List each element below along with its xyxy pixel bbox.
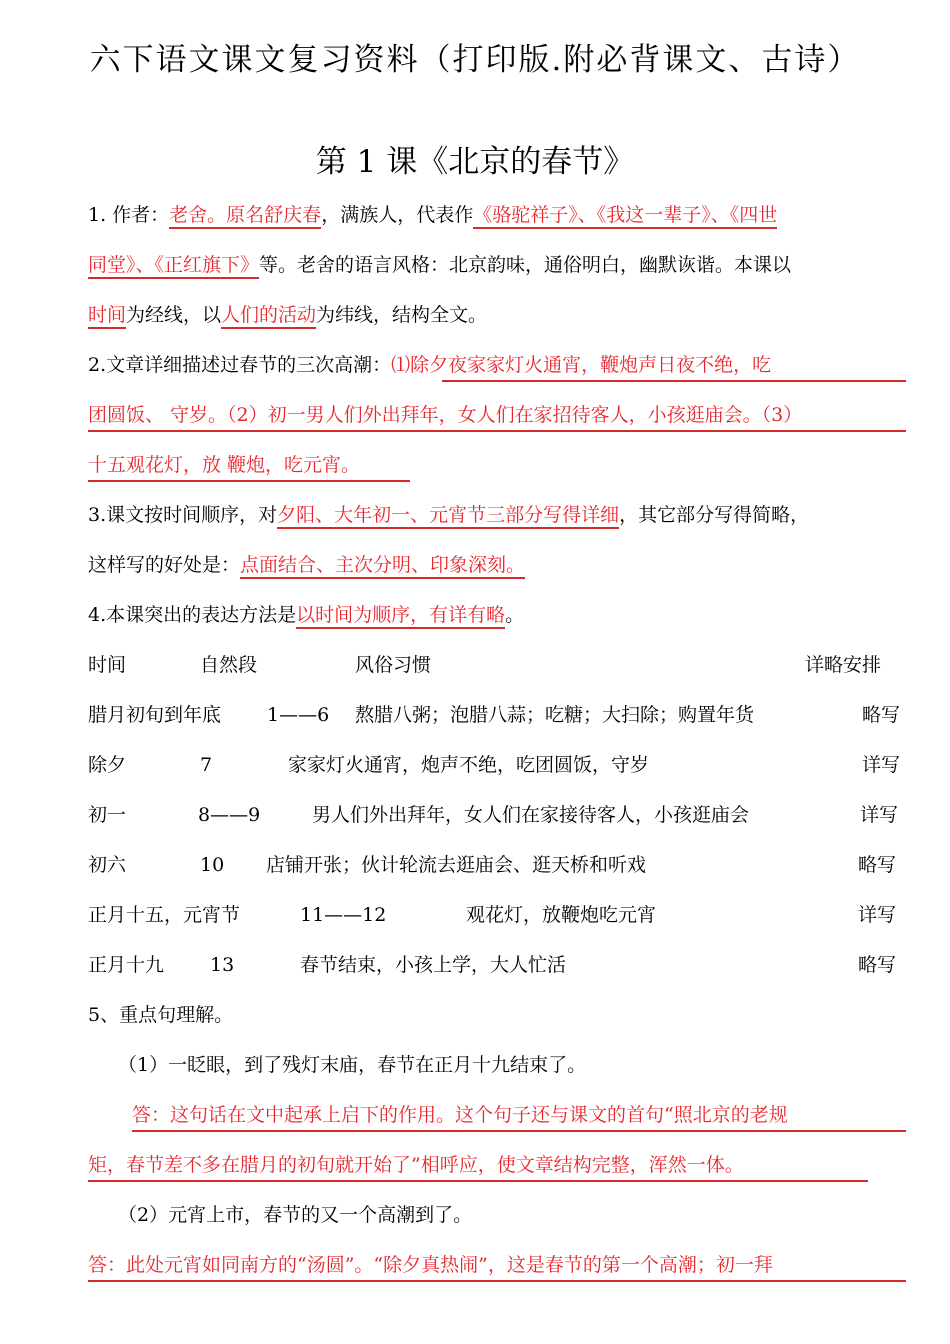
- table-header-time: 时间: [88, 654, 127, 676]
- table-row-6-custom: 春节结束，小孩上学，大人忙活: [300, 954, 567, 976]
- lesson-title: 第 1 课《北京的春节》: [315, 144, 635, 180]
- table-row-2-detail: 详写: [862, 754, 901, 776]
- table-row-4-detail: 略写: [858, 854, 897, 876]
- q1-tail: 等。老舍的语言风格：北京韵味，通俗明白，幽默诙谐。本课以: [259, 254, 792, 276]
- q5-sentence-1: （1）一眨眼，到了残灯末庙，春节在正月十九结束了。: [118, 1054, 587, 1076]
- table-header-paragraph: 自然段: [200, 654, 258, 676]
- q5-answer-1-line-2: 矩，春节差不多在腊月的初旬就开始了”相呼应，使文章结构完整，浑然一体。: [88, 1154, 744, 1176]
- table-row-1-paragraph: 1——6: [267, 704, 330, 726]
- q2-prefix: 2.文章详细描述过春节的三次高潮：: [88, 354, 392, 376]
- table-row-2-paragraph: 7: [200, 754, 213, 776]
- document-title: 六下语文课文复习资料（打印版.附必背课文、古诗）: [89, 42, 861, 78]
- table-row-4-time: 初六: [88, 854, 127, 876]
- q1-author-answer: 老舍。原名舒庆春: [169, 204, 321, 229]
- table-row-6-time: 正月十九: [88, 954, 165, 976]
- q2-underline-1: [442, 380, 906, 382]
- q1-time-answer: 时间: [88, 304, 126, 329]
- table-row-3-detail: 详写: [860, 804, 899, 826]
- q3-answer-2: 点面结合、主次分明、印象深刻。: [240, 554, 525, 579]
- table-row-2-custom: 家家灯火通宵，炮声不绝，吃团圆饭，守岁: [288, 754, 650, 776]
- q3-line-2: [88, 551, 525, 579]
- q5-sentence-2: （2）元宵上市，春节的又一个高潮到了。: [118, 1204, 473, 1226]
- q2-line-2: [88, 401, 802, 429]
- table-row-5-paragraph: 11——12: [300, 904, 387, 926]
- q1-line-2: [88, 251, 791, 279]
- table-row-5-detail: 详写: [858, 904, 897, 926]
- q4-answer: 以时间为顺序，有详有略: [296, 604, 505, 629]
- q1-works-answer-a: 《骆驼祥子》、《我这一辈子》、《四世: [473, 204, 777, 229]
- table-header-custom: 风俗习惯: [355, 654, 432, 676]
- q3-prefix: 3.课文按时间顺序，对: [88, 504, 278, 526]
- q2-line-3: [88, 451, 360, 479]
- table-row-6-detail: 略写: [858, 954, 897, 976]
- q1-activity-answer: 人们的活动: [221, 304, 316, 329]
- table-row-5-time: 正月十五，元宵节: [88, 904, 241, 926]
- q3-prefix-2: 这样写的好处是：: [88, 554, 241, 576]
- q5-answer-2-underline-1: [88, 1280, 906, 1282]
- table-row-1-custom: 熬腊八粥；泡腊八蒜；吃糖；大扫除；购置年货: [355, 704, 755, 726]
- q2-underline-2: [88, 430, 906, 432]
- q3-mid: ，其它部分写得简略，: [619, 504, 810, 526]
- q5-heading: 5、重点句理解。: [88, 1004, 234, 1026]
- q4-prefix: 4.本课突出的表达方法是: [88, 604, 297, 626]
- q5-answer-1-underline-2: [88, 1180, 868, 1182]
- q5-answer-2-line-1: 答：此处元宵如同南方的“汤圆”。“除夕真热闹”，这是春节的第一个高潮；初一拜: [88, 1254, 773, 1276]
- q1-mid: ，满族人，代表作: [321, 204, 474, 226]
- q1-end: 为纬线，结构全文。: [316, 304, 488, 326]
- table-row-4-paragraph: 10: [200, 854, 225, 876]
- table-header-detail: 详略安排: [805, 654, 882, 676]
- table-row-2-time: 除夕: [88, 754, 127, 776]
- table-row-4-custom: 店铺开张；伙计轮流去逛庙会、逛天桥和听戏: [266, 854, 647, 876]
- q1-line-1: [88, 201, 777, 229]
- q3-line-1: [88, 501, 809, 529]
- q1-prefix: 1. 作者：: [88, 204, 170, 226]
- table-row-3-custom: 男人们外出拜年，女人们在家接待客人，小孩逛庙会: [312, 804, 750, 826]
- q2-answer-3: 十五观花灯，放 鞭炮，吃元宵。: [88, 454, 361, 476]
- q1-works-answer-b: 同堂》、《正红旗下》: [88, 254, 259, 279]
- q4-end: 。: [505, 604, 525, 626]
- q4-line: [88, 601, 524, 629]
- q5-answer-1-underline-1: [132, 1130, 906, 1132]
- table-row-3-time: 初一: [88, 804, 127, 826]
- table-row-1-time: 腊月初旬到年底: [88, 704, 222, 726]
- table-row-5-custom: 观花灯，放鞭炮吃元宵: [466, 904, 657, 926]
- q2-underline-3: [88, 480, 410, 482]
- table-row-3-paragraph: 8——9: [198, 804, 261, 826]
- q2-answer-2: 团圆饭、 守岁。（2）初一男人们外出拜年，女人们在家招待客人，小孩逛庙会。（3）: [88, 404, 803, 426]
- q2-answer-1: ⑴除夕夜家家灯火通宵，鞭炮声日夜不绝，吃: [391, 354, 772, 376]
- q5-answer-1-line-1: 答：这句话在文中起承上启下的作用。这个句子还与课文的首句“照北京的老规: [132, 1104, 788, 1126]
- q1-line-3: [88, 301, 487, 329]
- q2-line-1: [88, 351, 771, 379]
- q1-mid2: 为经线，以: [126, 304, 222, 326]
- table-row-6-paragraph: 13: [210, 954, 235, 976]
- table-row-1-detail: 略写: [862, 704, 901, 726]
- q3-answer: 夕阳、大年初一、元宵节三部分写得详细: [277, 504, 619, 529]
